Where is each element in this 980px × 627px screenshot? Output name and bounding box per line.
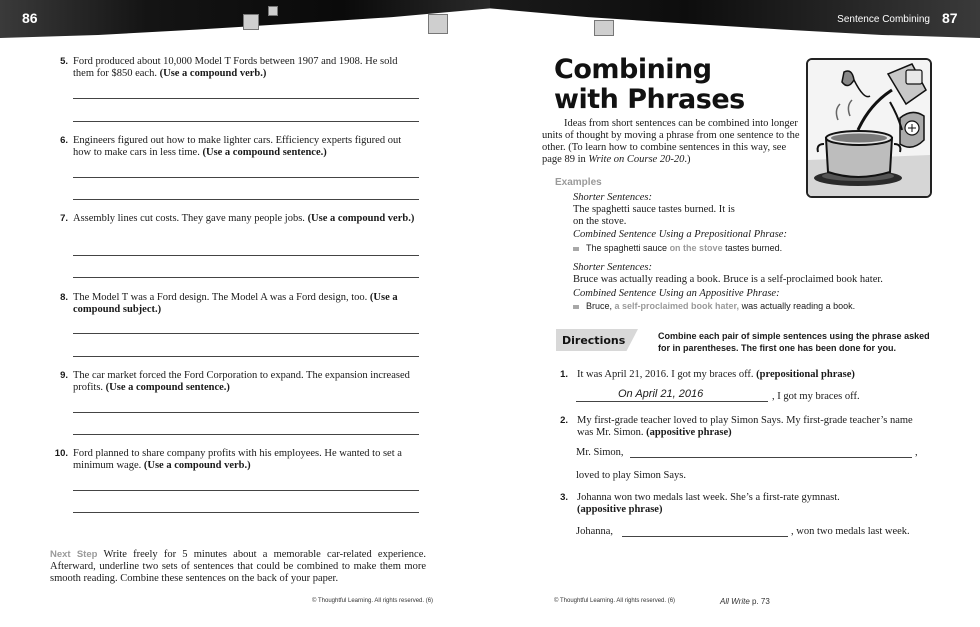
- question-text: Engineers figured out how to make lighter cars. Efficiency experts figured out how to make cars in less time.: [73, 135, 402, 158]
- cooking-illustration: [806, 58, 932, 198]
- answer-line[interactable]: [73, 98, 419, 99]
- footer-right: © Thoughtful Learning. All rights reserved. (6): [554, 598, 676, 604]
- question-number: 9.: [60, 370, 68, 381]
- decor-square: [268, 6, 278, 16]
- question-number: 3.: [560, 492, 568, 503]
- decor-square: [243, 14, 259, 30]
- question-number: 6.: [60, 135, 68, 146]
- answer-line[interactable]: [576, 401, 768, 402]
- example-label: Shorter Sentences:: [573, 262, 653, 273]
- example-text: Bruce was actually reading a book. Bruce is a self-proclaimed book hater.: [573, 274, 883, 285]
- question-number: 5.: [60, 56, 68, 67]
- question-hint: (Use a compound sentence.): [105, 382, 230, 393]
- answer-line[interactable]: [73, 121, 419, 122]
- example-phrase: on the stove: [669, 243, 723, 253]
- reference-page: p. 73: [749, 597, 770, 606]
- example-text: Bruce,: [586, 301, 615, 311]
- bullet-marker-icon: [573, 305, 579, 309]
- answer-line[interactable]: [73, 333, 419, 334]
- next-step: [50, 549, 426, 585]
- question-text: Ford planned to share company profits with his employees. He wanted to set a minimum wage.: [73, 448, 402, 471]
- question-text: The car market forced the Ford Corporation to expand. The expansion increased profits.: [73, 370, 410, 393]
- answer-start: Mr. Simon,: [576, 447, 624, 458]
- book-reference: [720, 597, 770, 606]
- answer-line[interactable]: [630, 457, 912, 458]
- answer-comma: ,: [915, 447, 918, 458]
- example-label: Combined Sentence Using a Prepositional Phrase:: [573, 229, 787, 240]
- bullet-marker-icon: [573, 247, 579, 251]
- question-7: [52, 213, 420, 225]
- question-hint: (Use a compound subject.): [73, 292, 398, 315]
- section-label: Sentence Combining: [837, 14, 930, 25]
- answer-line[interactable]: [73, 490, 419, 491]
- page-number-right: 87: [942, 10, 958, 26]
- question-number: 1.: [560, 369, 568, 380]
- answer-start: Johanna,: [576, 526, 614, 537]
- answer-line[interactable]: [73, 255, 419, 256]
- question-hint: (appositive phrase): [577, 504, 663, 515]
- question-10: [52, 448, 420, 472]
- page-number-left: 86: [22, 10, 38, 26]
- example-text: The spaghetti sauce: [586, 243, 670, 253]
- decor-square: [428, 14, 448, 34]
- example-text: tastes burned.: [722, 243, 783, 253]
- question-text: Johanna won two medals last week. She’s a first-rate gymnast.: [577, 492, 840, 503]
- question-hint: (prepositional phrase): [756, 369, 855, 380]
- example-text: was actually reading a book.: [739, 301, 856, 311]
- examples-heading: Examples: [555, 177, 602, 188]
- page-title: [554, 55, 745, 115]
- question-number: 10.: [54, 448, 68, 459]
- question-number: 2.: [560, 415, 568, 426]
- directions-label: Directions: [562, 334, 626, 347]
- question-number: 7.: [60, 213, 68, 224]
- question-8: [52, 292, 420, 316]
- chef-stirring-pot-icon: [808, 60, 930, 196]
- intro-text-end: .): [684, 154, 691, 165]
- question-text: Ford produced about 10,000 Model T Fords between 1907 and 1908. He sold them for $850 each.: [73, 56, 398, 79]
- sample-answer: On April 21, 2016: [618, 388, 704, 400]
- example-label: Shorter Sentences:: [573, 192, 653, 203]
- answer-line[interactable]: [73, 199, 419, 200]
- question-text: The Model T was a Ford design. The Model A was a Ford design, too.: [73, 292, 368, 303]
- question-hint: (Use a compound verb.): [159, 68, 267, 79]
- question-9: [52, 370, 420, 394]
- reference-book-title: All Write: [720, 597, 750, 606]
- question-text: My first-grade teacher loved to play Simon Says. My first-grade teacher’s name was Mr. Simon.: [577, 415, 913, 438]
- question-hint: (Use a compound verb.): [307, 213, 415, 224]
- question-hint: (Use a compound verb.): [143, 460, 251, 471]
- exercise-2: [556, 415, 926, 439]
- decor-square: [594, 20, 614, 36]
- example-phrase: a self-proclaimed book hater,: [614, 301, 740, 311]
- example-label: Combined Sentence Using an Appositive Phrase:: [573, 288, 780, 299]
- intro-book-title: Write on Course 20-20: [588, 154, 685, 165]
- footer-left: © Thoughtful Learning. All rights reserved. (6): [312, 598, 434, 604]
- next-step-label: Next Step: [50, 549, 98, 560]
- answer-line[interactable]: [73, 412, 419, 413]
- question-text: It was April 21, 2016. I got my braces off.: [577, 369, 754, 380]
- answer-line[interactable]: [73, 434, 419, 435]
- example-text: The spaghetti sauce tastes burned. It is: [573, 204, 735, 215]
- answer-line[interactable]: [73, 356, 419, 357]
- question-5: [52, 56, 420, 80]
- answer-line[interactable]: [73, 177, 419, 178]
- exercise-3: [556, 492, 926, 516]
- intro-text: Ideas from short sentences can be combined into longer units of thought by moving a phrase from one sentence to the other. (To learn how to combine sentences in this way, see page 89 in: [542, 118, 800, 165]
- example-bullet: [573, 243, 782, 253]
- answer-line[interactable]: [73, 277, 419, 278]
- answer-continuation: , I got my braces off.: [772, 391, 860, 402]
- intro-paragraph: [542, 118, 800, 166]
- question-6: [52, 135, 420, 159]
- question-number: 8.: [60, 292, 68, 303]
- example-text: on the stove.: [573, 216, 627, 227]
- directions-text: Combine each pair of simple sentences using the phrase asked for in parentheses. The first one has been done for you.: [658, 331, 930, 353]
- example-bullet: [573, 301, 855, 311]
- answer-continuation: loved to play Simon Says.: [576, 470, 686, 481]
- question-hint: (appositive phrase): [646, 427, 732, 438]
- question-hint: (Use a compound sentence.): [202, 147, 327, 158]
- title-line-1: Combining: [554, 54, 712, 85]
- next-step-text: Write freely for 5 minutes about a memorable car-related experience. Afterward, underline two sets of sentences that could be combined to make them more smooth reading. Combine these sentences on the back of your paper.: [50, 549, 426, 584]
- question-text: Assembly lines cut costs. They gave many people jobs.: [73, 213, 305, 224]
- answer-continuation: , won two medals last week.: [791, 526, 910, 537]
- title-line-2: with Phrases: [554, 84, 745, 115]
- answer-line[interactable]: [622, 536, 788, 537]
- answer-line[interactable]: [73, 512, 419, 513]
- exercise-1: [556, 369, 926, 381]
- right-page: [490, 0, 980, 627]
